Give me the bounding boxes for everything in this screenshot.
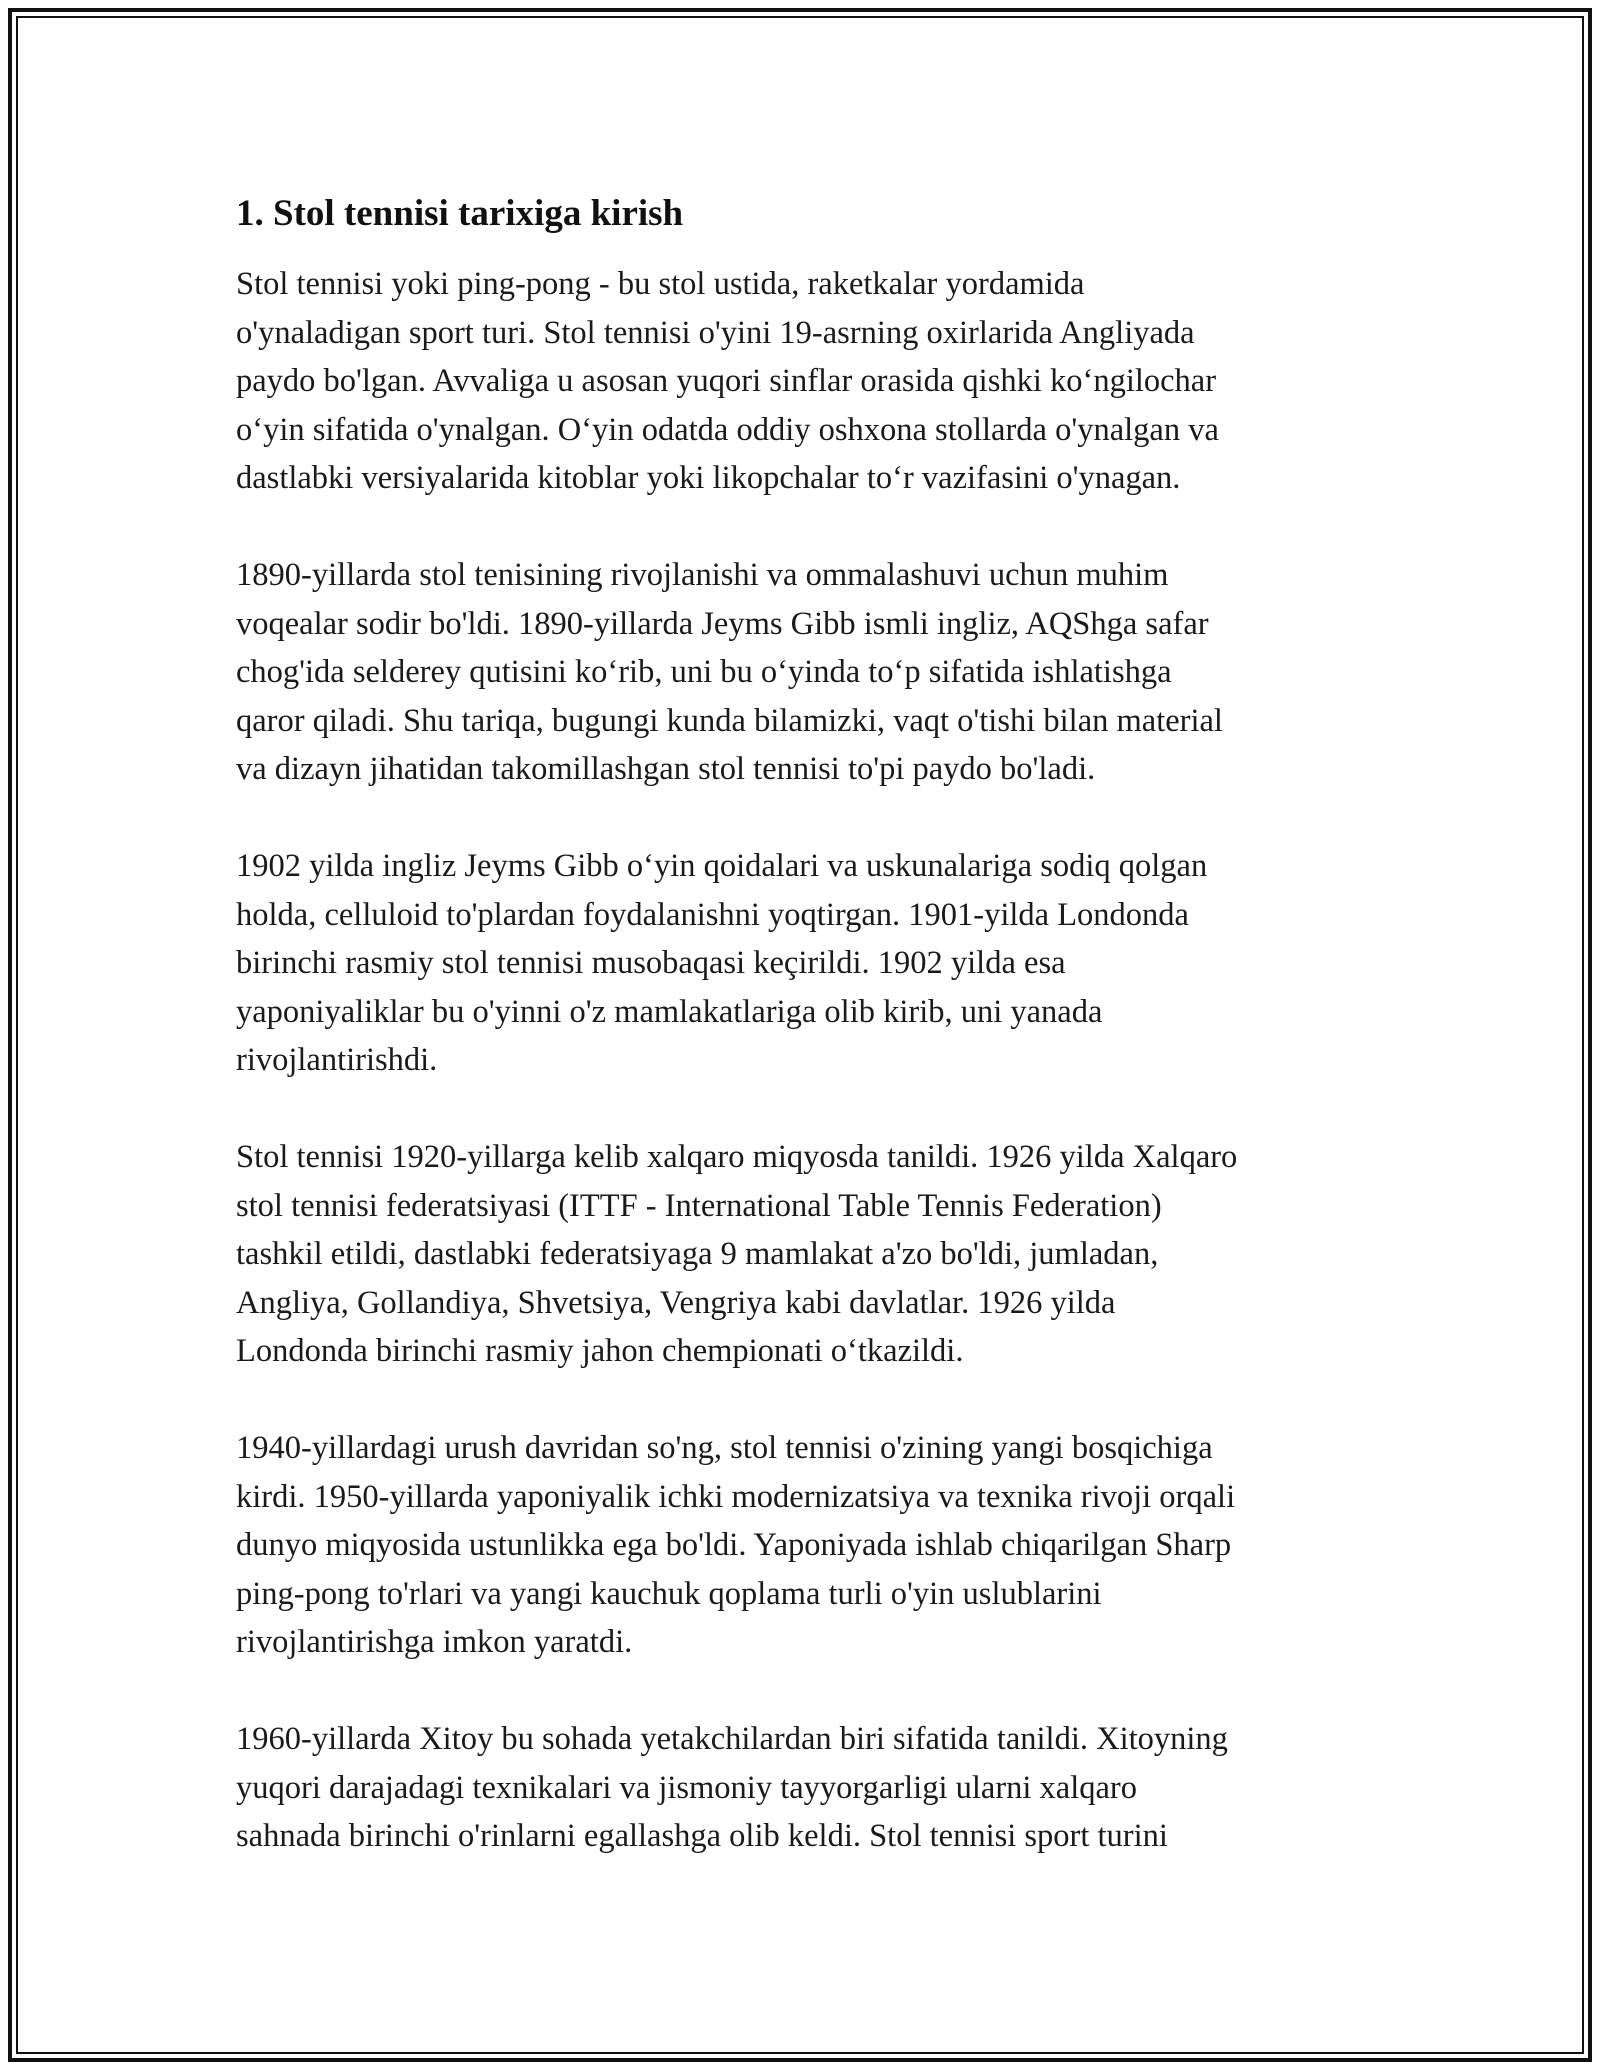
text-line: voqealar sodir bo'ldi. 1890-yillarda Jeyms Gibb ismli ingliz, AQShga safar xyxy=(236,605,1209,642)
text-line: va dizayn jihatidan takomillashgan stol tennisi to'pi paydo bo'ladi. xyxy=(236,751,1096,787)
paragraph-6 xyxy=(236,1715,1376,1861)
text-line: sahnada birinchi o'rinlarni egallashga olib keldi. Stol tennisi sport turini xyxy=(236,1818,1168,1854)
text-line: tashkil etildi, dastlabki federatsiyaga 9 mamlakat a'zo bo'ldi, jumladan, xyxy=(236,1236,1159,1272)
paragraph-1 xyxy=(236,260,1376,503)
text-line: Angliya, Gollandiya, Shvetsiya, Vengriya kabi davlatlar. 1926 yilda xyxy=(236,1284,1116,1321)
text-line: 1890-yillarda stol tenisining rivojlanishi va ommalashuvi uchun muhim xyxy=(236,557,1169,593)
text-line: birinchi rasmiy stol tennisi musobaqasi keçirildi. 1902 yilda esa xyxy=(236,945,1066,981)
paragraph-4 xyxy=(236,1133,1376,1376)
text-line: yaponiyaliklar bu o'yinni o'z mamlakatlariga olib kirib, uni yanada xyxy=(236,993,1103,1030)
paragraph-5 xyxy=(236,1424,1376,1667)
section-heading: 1. Stol tennisi tarixiga kirish xyxy=(236,193,684,234)
text-line: qaror qiladi. Shu tariqa, bugungi kunda bilamizki, vaqt o'tishi bilan material xyxy=(236,702,1223,739)
text-line: holda, celluloid to'plardan foydalanishni yoqtirgan. 1901-yilda Londonda xyxy=(236,896,1189,933)
text-line: yuqori darajadagi texnikalari va jismoniy tayyorgarligi ularni xalqaro xyxy=(236,1769,1138,1806)
text-line: kirdi. 1950-yillarda yaponiyalik ichki modernizatsiya va texnika rivoji orqali xyxy=(236,1478,1236,1515)
text-line: Stol tennisi 1920-yillarga kelib xalqaro miqyosda tanildi. 1926 yilda Xalqaro xyxy=(236,1139,1238,1175)
text-line: Londonda birinchi rasmiy jahon chempionati o‘tkazildi. xyxy=(236,1333,964,1369)
text-line: o'ynaladigan sport turi. Stol tennisi o'yini 19-asrning oxirlarida Angliyada xyxy=(236,314,1195,351)
paragraph-3 xyxy=(236,842,1376,1085)
paragraph-2 xyxy=(236,551,1376,794)
text-line: chog'ida selderey qutisini ko‘rib, uni bu o‘yinda to‘p sifatida ishlatishga xyxy=(236,654,1172,690)
text-line: paydo bo'lgan. Avvaliga u asosan yuqori sinflar orasida qishki ko‘ngilochar xyxy=(236,363,1217,399)
text-line: stol tennisi federatsiyasi (ITTF - International Table Tennis Federation) xyxy=(236,1187,1162,1224)
text-line: rivojlantirishga imkon yaratdi. xyxy=(236,1624,633,1660)
text-line: dunyo miqyosida ustunlikka ega bo'ldi. Yaponiyada ishlab chiqarilgan Sharp xyxy=(236,1527,1232,1563)
text-line: ping-pong to'rlari va yangi kauchuk qoplama turli o'yin uslublarini xyxy=(236,1575,1102,1612)
text-line: 1960-yillarda Xitoy bu sohada yetakchilardan biri sifatida tanildi. Xitoyning xyxy=(236,1721,1228,1757)
text-line: Stol tennisi yoki ping-pong - bu stol ustida, raketkalar yordamida xyxy=(236,266,1085,302)
text-line: 1902 yilda ingliz Jeyms Gibb o‘yin qoidalari va uskunalariga sodiq qolgan xyxy=(236,848,1208,884)
text-line: rivojlantirishdi. xyxy=(236,1042,438,1078)
text-line: o‘yin sifatida o'ynalgan. O‘yin odatda oddiy oshxona stollarda o'ynalgan va xyxy=(236,411,1219,448)
text-line: dastlabki versiyalarida kitoblar yoki likopchalar to‘r vazifasini o'ynagan. xyxy=(236,460,1181,496)
text-line: 1940-yillardagi urush davridan so'ng, stol tennisi o'zining yangi bosqichiga xyxy=(236,1430,1213,1466)
document-body xyxy=(236,186,1376,1861)
